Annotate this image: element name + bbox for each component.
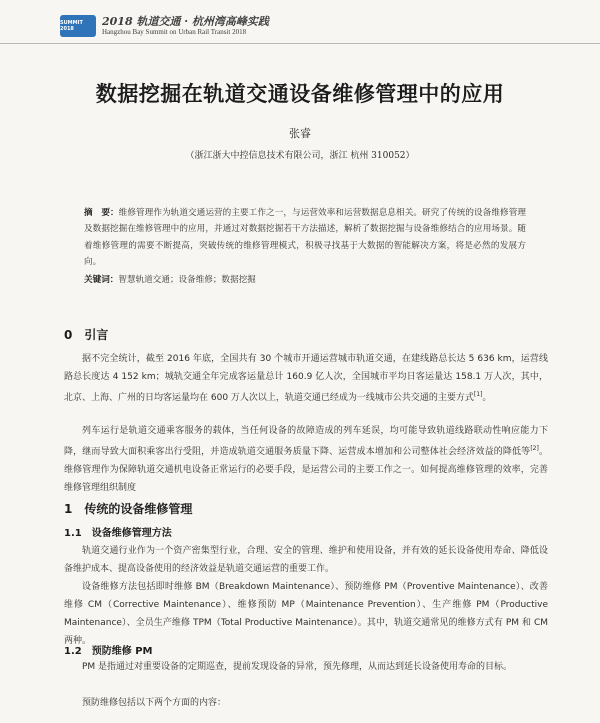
header-title-cn: 2018 轨道交通 · 杭州湾高峰实践 — [102, 14, 269, 28]
citation-1: [1] — [473, 391, 483, 398]
s0-p1-end: 。 — [482, 393, 492, 403]
keywords — [84, 273, 256, 285]
citation-2: [2] — [530, 445, 539, 452]
section-0-paragraph-1 — [64, 350, 548, 407]
s0-p2-end: 。维修管理作为保障轨道交通机电设备正常运行的必要手段，是运营公司的主要工作之一。如何提高维修管理的效率，完善维修管理组织制度 — [64, 447, 548, 493]
journal-header — [60, 10, 269, 42]
author: 张睿 — [289, 127, 311, 140]
section-1-1-paragraph-2: 设备维修方法包括即时维修 BM（Breakdown Maintenance）、预防维修 PM（Proventive Maintenance）、改善维修 CM（Corrective Maintenance）、维修预防 MP（Maintenance Prevention）、生产维修 PM（Productive Maintenance）、全员生产维修 TPM（Total Productive Maintenance）。其中，轨道交通常见的维修方式有 PM 和 CM 两种。 — [64, 582, 548, 646]
section-1-1-heading: 1.1 设备维修管理方法 — [64, 528, 172, 539]
section-1-1-paragraph-1: 轨道交通行业作为一个资产密集型行业，合理、安全的管理、维护和使用设备，并有效的延长设备使用寿命、降低设备维护成本、提高设备使用的经济效益是轨道交通运营的重要工作。 — [64, 546, 548, 574]
section-1-2-heading: 1.2 预防维修 PM — [64, 646, 153, 657]
abstract — [84, 205, 526, 270]
section-0-heading: 0 引言 — [64, 328, 109, 342]
section-1-heading: 1 传统的设备维修管理 — [64, 502, 193, 516]
affiliation: （浙江浙大中控信息技术有限公司，浙江 杭州 310052） — [185, 151, 415, 161]
header-divider — [0, 43, 600, 44]
section-1-2-paragraph-1: PM 是指通过对重要设备的定期巡查，提前发现设备的异常，预先修理，从而达到延长设备使用寿命的目标。 — [82, 662, 513, 672]
logo-text: SUMMIT 2018 — [60, 20, 83, 32]
section-0-paragraph-2 — [64, 422, 548, 497]
header-text — [102, 16, 269, 37]
section-1-2-paragraph-2: 预防维修包括以下两个方面的内容： — [82, 698, 227, 708]
abstract-text: 维修管理作为轨道交通运营的主要工作之一，与运营效率和运营数据息息相关。研究了传统的设备维修管理及数据挖掘在维修管理中的应用，并通过对数据挖掘若干方法描述，解析了数据挖掘与设备维修结合的应用场景。随着维修管理的需要不断提高，突破传统的维修管理模式，积极寻找基于大数据的智能解决方案，将是必然的发展方向。 — [84, 208, 526, 267]
s0-p2-text: 列车运行是轨道交通乘客服务的载体，当任何设备的故障造成的列车延误，均可能导致轨道线路联动性响应能力下降，继而导致大面积乘客出行受阻，并造成轨道交通服务质量下降、运营成本增加和公司整体社会经济效益的降低等 — [64, 426, 548, 457]
header-title-en: Hangzhou Bay Summit on Urban Rail Transit 2018 — [102, 27, 247, 36]
s0-p1-text: 据不完全统计，截至 2016 年底，全国共有 30 个城市开通运营城市轨道交通，在建线路总长达 5 636 km，运营线路总长度达 4 152 km；城轨交通全年完成客运量总计 160.9 亿人次，全国城市平均日客运量达 158.1 万人次，其中，北京、上海、广州的日均客运量均在 600 万人次以上，轨道交通已经成为一线城市公共交通的主要方式 — [64, 354, 548, 403]
keywords-label: 关键词： — [84, 275, 119, 285]
abstract-label: 摘 要： — [84, 208, 119, 218]
article-title: 数据挖掘在轨道交通设备维修管理中的应用 — [95, 82, 505, 106]
summit-logo — [60, 15, 96, 37]
keywords-text: 智慧轨道交通；设备维修；数据挖掘 — [118, 275, 256, 285]
